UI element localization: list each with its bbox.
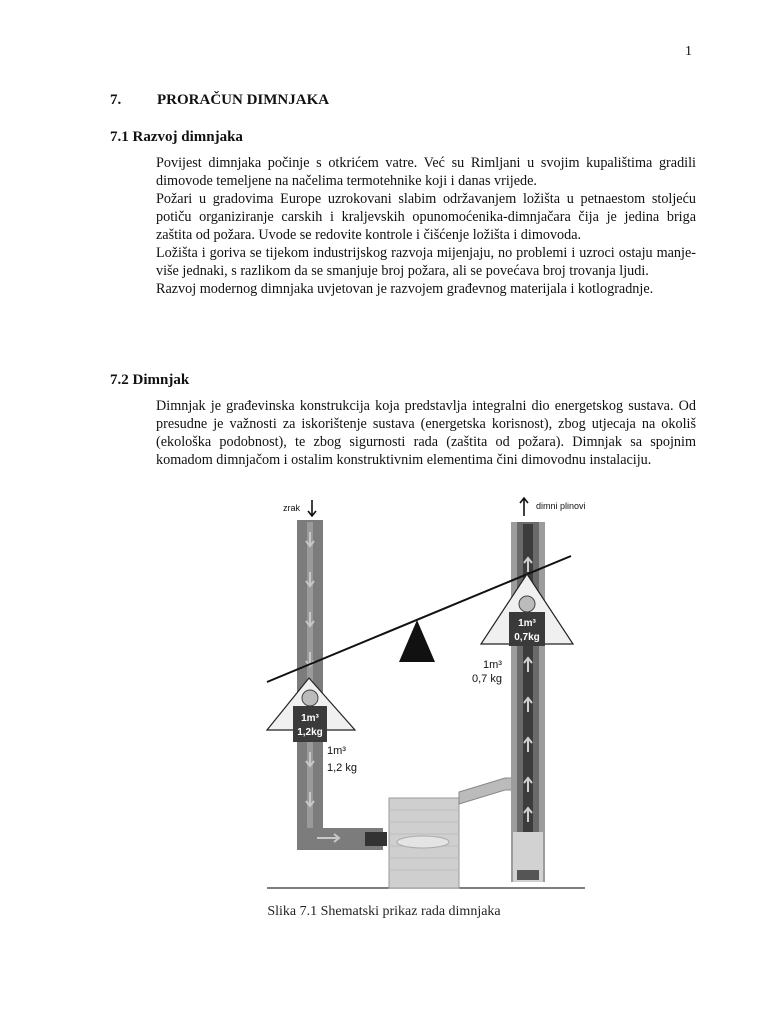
- paragraph: Dimnjak je građevinska konstrukcija koja predstavlja integralni dio energetskog sustava. Od presudne je važnosti za iskorištenje sustava (energetska korisnost), zbog utjecaja na okoliš (ekološka podobnost), te zbog sigurnosti rada (zaštita od požara). Dimnjak sa spojnim komadom dimnjačom i ostalim konstruktivnim elementima čini dimovodnu instalaciju.: [156, 398, 696, 468]
- section-body-razvoj: [156, 154, 696, 298]
- fulcrum-triangle: [399, 620, 435, 662]
- chapter-heading: [110, 92, 329, 109]
- right-weight-mass: 0,7kg: [514, 632, 540, 643]
- section-heading-razvoj: 7.1 Razvoj dimnjaka: [110, 129, 243, 145]
- page-number: 1: [685, 44, 692, 59]
- section-heading-dimnjak: 7.2 Dimnjak: [110, 372, 190, 388]
- flue-gas-label: dimni plinovi: [536, 501, 586, 511]
- figure-caption: Slika 7.1 Shematski prikaz rada dimnjaka: [267, 904, 501, 919]
- section-body-dimnjak: [156, 397, 696, 469]
- air-label: zrak: [283, 503, 301, 513]
- right-volume-label: 1m³: [483, 659, 502, 671]
- paragraph: Povijest dimnjaka počinje s otkrićem vatre. Već su Rimljani u svojim kupalištima gradili dimovode temeljene na načelima termotehnike koji i danas vrijede.: [156, 155, 696, 189]
- paragraph: Razvoj modernog dimnjaka uvjetovan je razvojem građevnog materijala i kotlogradnje.: [156, 281, 654, 297]
- left-volume-label: 1m³: [327, 745, 346, 757]
- burner: [397, 836, 449, 848]
- left-weight-volume: 1m³: [301, 713, 319, 724]
- paragraph: Ložišta i goriva se tijekom industrijskog razvoja mijenjaju, no problemi i uzroci ostaju manje-više jednaki, s razlikom da se smanjuje broj požara, ali se povećava broj trovanja ljudi.: [156, 245, 696, 279]
- flue-up-arrow-icon: [520, 498, 528, 516]
- right-mass-label: 0,7 kg: [472, 673, 502, 685]
- chapter-number: 7.: [110, 92, 122, 108]
- air-down-arrow-icon: [308, 500, 316, 516]
- chimney-diagram: [255, 492, 595, 892]
- chapter-title: PRORAČUN DIMNJAKA: [157, 92, 330, 108]
- paragraph: Požari u gradovima Europe uzrokovani slabim održavanjem ložišta u petnaestom stoljeću potiču organiziranje carskih i kraljevskih opunomoćenika-dimnjačara čija je jedina briga zaštita od požara. Uvode se redovite kontrole i čišćenje ložišta i dimovoda.: [156, 191, 696, 243]
- left-mass-label: 1,2 kg: [327, 762, 357, 774]
- flue-connector: [459, 778, 517, 804]
- right-weight-volume: 1m³: [518, 618, 536, 629]
- chimney-diagram-svg: [255, 492, 595, 892]
- left-weight-mass: 1,2kg: [297, 727, 323, 738]
